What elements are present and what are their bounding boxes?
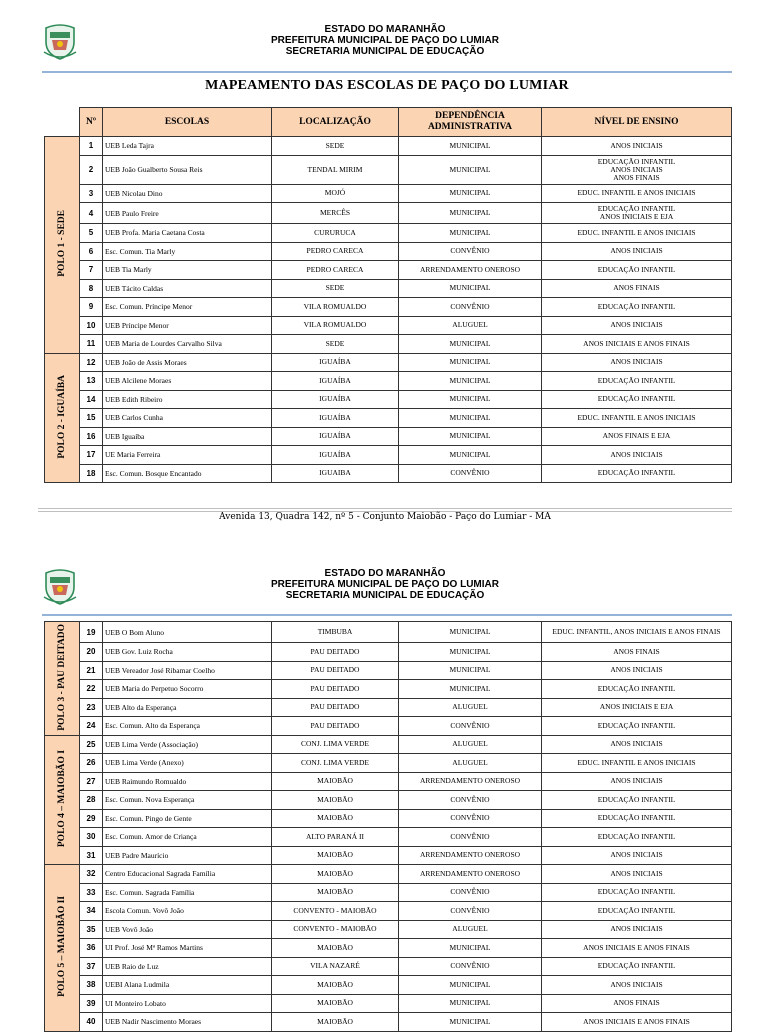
page-2 [0, 555, 768, 1027]
education-level: EDUC. INFANTIL, ANOS INICIAIS E ANOS FINAIS [542, 622, 732, 643]
administrative-dependency: MUNICIPAL [399, 427, 542, 446]
location: PAU DEITADO [272, 717, 399, 736]
col-localizacao: LOCALIZAÇÃO [272, 108, 399, 137]
education-level: ANOS INICIAIS E ANOS FINAIS [542, 939, 732, 958]
school-name: Esc. Comun. Bosque Encantado [103, 464, 272, 483]
administrative-dependency: ALUGUEL [399, 920, 542, 939]
administrative-dependency: CONVÊNIO [399, 242, 542, 261]
row-number: 10 [80, 316, 103, 335]
location: MAIOBÃO [272, 994, 399, 1013]
location: ALTO PARANÁ II [272, 828, 399, 847]
school-name: UEB Gov. Luiz Rocha [103, 643, 272, 662]
row-number: 27 [80, 772, 103, 791]
table-row [45, 335, 732, 354]
school-name: UEB Profa. Maria Caetana Costa [103, 224, 272, 243]
row-number: 33 [80, 883, 103, 902]
administrative-dependency: ARRENDAMENTO ONEROSO [399, 772, 542, 791]
location: PAU DEITADO [272, 643, 399, 662]
education-level: ANOS INICIAIS [542, 976, 732, 995]
letterhead [150, 24, 620, 57]
education-level: EDUCAÇÃO INFANTIL [542, 809, 732, 828]
row-number: 40 [80, 1013, 103, 1032]
administrative-dependency: ALUGUEL [399, 316, 542, 335]
location: MAIOBÃO [272, 976, 399, 995]
header-rule [42, 71, 732, 73]
school-name: UEB Carlos Cunha [103, 409, 272, 428]
administrative-dependency: MUNICIPAL [399, 353, 542, 372]
col-nivel: NÍVEL DE ENSINO [542, 108, 732, 137]
location: CONVENTO - MAIOBÃO [272, 920, 399, 939]
education-level: EDUCAÇÃO INFANTIL [542, 902, 732, 921]
table-row [45, 184, 732, 203]
table-row [45, 261, 732, 280]
school-name: UEB Paulo Freire [103, 203, 272, 224]
table-row [45, 279, 732, 298]
col-escolas: ESCOLAS [103, 108, 272, 137]
row-number: 29 [80, 809, 103, 828]
row-number: 17 [80, 446, 103, 465]
table-row [45, 809, 732, 828]
school-name: Escola Comun. Vovô João [103, 902, 272, 921]
school-name: UEB Lima Verde (Associação) [103, 735, 272, 754]
school-name: UEB João Gualberto Sousa Reis [103, 155, 272, 184]
table-row [45, 464, 732, 483]
administrative-dependency: MUNICIPAL [399, 661, 542, 680]
location: IGUAÍBA [272, 446, 399, 465]
education-level: ANOS INICIAIS E ANOS FINAIS [542, 335, 732, 354]
school-name: UEB Maria de Lourdes Carvalho Silva [103, 335, 272, 354]
school-name: UI Prof. José Mª Ramos Martins [103, 939, 272, 958]
table-row [45, 298, 732, 317]
school-name: Esc. Comun. Alto da Esperança [103, 717, 272, 736]
letterhead-secretariat: SECRETARIA MUNICIPAL DE EDUCAÇÃO [285, 46, 485, 57]
education-level: ANOS INICIAIS [542, 316, 732, 335]
education-level: EDUCAÇÃO INFANTIL [542, 390, 732, 409]
table-row [45, 883, 732, 902]
location: IGUAÍBA [272, 372, 399, 391]
table-header-row [45, 108, 732, 137]
education-level: ANOS INICIAIS [542, 772, 732, 791]
location: MAIOBÃO [272, 846, 399, 865]
school-name: UEB Alto da Esperança [103, 698, 272, 717]
row-number: 14 [80, 390, 103, 409]
location: PAU DEITADO [272, 680, 399, 699]
row-number: 15 [80, 409, 103, 428]
table-row [45, 735, 732, 754]
school-name: UEB Nicolau Dino [103, 184, 272, 203]
row-number: 12 [80, 353, 103, 372]
school-name: UEB Lima Verde (Anexo) [103, 754, 272, 773]
administrative-dependency: MUNICIPAL [399, 994, 542, 1013]
page-footer-address: Avenida 13, Quadra 142, nº 5 - Conjunto Maiobão - Paço do Lumiar - MA [219, 512, 551, 522]
row-number: 39 [80, 994, 103, 1013]
school-name: UEBI Alana Ludmila [103, 976, 272, 995]
administrative-dependency: CONVÊNIO [399, 717, 542, 736]
table-row [45, 224, 732, 243]
education-level: ANOS FINAIS E EJA [542, 427, 732, 446]
table-row [45, 643, 732, 662]
administrative-dependency: MUNICIPAL [399, 137, 542, 156]
table-body-1 [45, 137, 732, 483]
location: SEDE [272, 137, 399, 156]
table-row [45, 902, 732, 921]
location: IGUAÍBA [272, 353, 399, 372]
administrative-dependency: MUNICIPAL [399, 224, 542, 243]
pole-label: POLO 2 - IGUAÍBA [56, 374, 67, 459]
location: VILA ROMUALDO [272, 316, 399, 335]
location: MERCÊS [272, 203, 399, 224]
education-level: ANOS FINAIS [542, 994, 732, 1013]
location: IGUAÍBA [272, 409, 399, 428]
col-num: Nº [80, 108, 103, 137]
letterhead [150, 568, 620, 601]
administrative-dependency: MUNICIPAL [399, 1013, 542, 1032]
location: PAU DEITADO [272, 698, 399, 717]
row-number: 37 [80, 957, 103, 976]
pole-label-cell [45, 622, 80, 736]
row-number: 3 [80, 184, 103, 203]
administrative-dependency: MUNICIPAL [399, 976, 542, 995]
administrative-dependency: MUNICIPAL [399, 203, 542, 224]
table-body-2 [45, 622, 732, 1032]
location: MAIOBÃO [272, 772, 399, 791]
location: CURURUCA [272, 224, 399, 243]
administrative-dependency: ARRENDAMENTO ONEROSO [399, 261, 542, 280]
row-number: 24 [80, 717, 103, 736]
col-dependencia: DEPENDÊNCIA ADMINISTRATIVA [399, 108, 542, 137]
administrative-dependency: ALUGUEL [399, 698, 542, 717]
education-level: EDUC. INFANTIL E ANOS INICIAIS [542, 184, 732, 203]
location: MAIOBÃO [272, 865, 399, 884]
education-level: ANOS INICIAIS [542, 242, 732, 261]
row-number: 18 [80, 464, 103, 483]
education-level: ANOS INICIAIS [542, 137, 732, 156]
administrative-dependency: MUNICIPAL [399, 409, 542, 428]
row-number: 1 [80, 137, 103, 156]
location: MAIOBÃO [272, 883, 399, 902]
pole-label-cell [45, 137, 80, 354]
administrative-dependency: ALUGUEL [399, 754, 542, 773]
location: IGUAÍBA [272, 390, 399, 409]
row-number: 32 [80, 865, 103, 884]
row-number: 22 [80, 680, 103, 699]
table-row [45, 939, 732, 958]
schools-table-2 [44, 621, 732, 1032]
location: MAIOBÃO [272, 939, 399, 958]
education-level: EDUCAÇÃO INFANTIL [542, 680, 732, 699]
administrative-dependency: CONVÊNIO [399, 298, 542, 317]
pole-label-cell [45, 865, 80, 1032]
school-name: UEB João de Assis Moraes [103, 353, 272, 372]
page-title: MAPEAMENTO DAS ESCOLAS DE PAÇO DO LUMIAR [205, 78, 569, 93]
school-name: Esc. Comun. Nova Esperança [103, 791, 272, 810]
row-number: 20 [80, 643, 103, 662]
administrative-dependency: MUNICIPAL [399, 939, 542, 958]
blank-corner [45, 108, 80, 137]
table-row [45, 353, 732, 372]
table-row [45, 137, 732, 156]
education-level: EDUC. INFANTIL E ANOS INICIAIS [542, 224, 732, 243]
location: MAIOBÃO [272, 791, 399, 810]
row-number: 7 [80, 261, 103, 280]
location: IGUAÍBA [272, 427, 399, 446]
administrative-dependency: MUNICIPAL [399, 446, 542, 465]
header-rule [42, 614, 732, 616]
education-level: EDUC. INFANTIL E ANOS INICIAIS [542, 754, 732, 773]
location: TENDAL MIRIM [272, 155, 399, 184]
administrative-dependency: CONVÊNIO [399, 791, 542, 810]
education-level: EDUCAÇÃO INFANTIL [542, 791, 732, 810]
location: CONJ. LIMA VERDE [272, 754, 399, 773]
school-name: UEB O Bom Aluno [103, 622, 272, 643]
administrative-dependency: CONVÊNIO [399, 828, 542, 847]
pole-label: POLO 4 – MAIOBÃO I [56, 750, 67, 848]
table-row [45, 680, 732, 699]
school-name: UEB Edith Ribeiro [103, 390, 272, 409]
row-number: 38 [80, 976, 103, 995]
location: PEDRO CARECA [272, 261, 399, 280]
education-level: ANOS INICIAIS [542, 735, 732, 754]
administrative-dependency: MUNICIPAL [399, 335, 542, 354]
row-number: 36 [80, 939, 103, 958]
education-level: EDUCAÇÃO INFANTIL [542, 298, 732, 317]
administrative-dependency: MUNICIPAL [399, 372, 542, 391]
education-level: ANOS INICIAIS E EJA [542, 698, 732, 717]
school-name: Esc. Comun. Pingo de Gente [103, 809, 272, 828]
table-row [45, 754, 732, 773]
row-number: 35 [80, 920, 103, 939]
table-row [45, 661, 732, 680]
table-row [45, 717, 732, 736]
table-row [45, 865, 732, 884]
education-level: EDUCAÇÃO INFANTIL [542, 883, 732, 902]
school-name: UEB Maria do Perpetuo Socorro [103, 680, 272, 699]
education-level: ANOS INICIAIS [542, 846, 732, 865]
administrative-dependency: CONVÊNIO [399, 883, 542, 902]
education-level: EDUCAÇÃO INFANTIL ANOS INICIAIS E EJA [542, 203, 732, 224]
location: IGUAIBA [272, 464, 399, 483]
school-name: UEB Príncipe Menor [103, 316, 272, 335]
school-name: UEB Tia Marly [103, 261, 272, 280]
administrative-dependency: MUNICIPAL [399, 680, 542, 699]
row-number: 26 [80, 754, 103, 773]
location: PAU DEITADO [272, 661, 399, 680]
table-row [45, 446, 732, 465]
row-number: 25 [80, 735, 103, 754]
table-row [45, 920, 732, 939]
row-number: 4 [80, 203, 103, 224]
school-name: Centro Educacional Sagrada Família [103, 865, 272, 884]
crest-emblem [42, 567, 78, 605]
school-name: UEB Raio de Luz [103, 957, 272, 976]
administrative-dependency: MUNICIPAL [399, 184, 542, 203]
row-number: 13 [80, 372, 103, 391]
pole-label: POLO 3 - PAU DEITADO [56, 623, 67, 731]
pole-label-cell [45, 353, 80, 483]
school-name: Esc. Comun. Amor de Criança [103, 828, 272, 847]
row-number: 31 [80, 846, 103, 865]
row-number: 16 [80, 427, 103, 446]
school-name: UE Maria Ferreira [103, 446, 272, 465]
education-level: EDUCAÇÃO INFANTIL [542, 828, 732, 847]
school-name: Esc. Comun. Sagrada Família [103, 883, 272, 902]
education-level: ANOS FINAIS [542, 279, 732, 298]
letterhead-state: ESTADO DO MARANHÃO [324, 24, 446, 35]
table-row [45, 846, 732, 865]
footer-rule [38, 508, 732, 509]
school-name: UEB Raimundo Romualdo [103, 772, 272, 791]
location: CONVENTO - MAIOBÃO [272, 902, 399, 921]
location: VILA ROMUALDO [272, 298, 399, 317]
location: TIMBUBA [272, 622, 399, 643]
table-row [45, 791, 732, 810]
education-level: EDUC. INFANTIL E ANOS INICIAIS [542, 409, 732, 428]
row-number: 2 [80, 155, 103, 184]
table-row [45, 828, 732, 847]
education-level: EDUCAÇÃO INFANTIL ANOS INICIAIS ANOS FINAIS [542, 155, 732, 184]
location: SEDE [272, 335, 399, 354]
education-level: ANOS INICIAIS [542, 865, 732, 884]
school-name: UEB Vereador José Ribamar Coelho [103, 661, 272, 680]
school-name: UEB Iguaíba [103, 427, 272, 446]
location: VILA NAZARÉ [272, 957, 399, 976]
location: PEDRO CARECA [272, 242, 399, 261]
table-row [45, 1013, 732, 1032]
letterhead-prefecture: PREFEITURA MUNICIPAL DE PAÇO DO LUMIAR [271, 579, 499, 590]
table-row [45, 316, 732, 335]
row-number: 9 [80, 298, 103, 317]
school-name: UEB Nadir Nascimento Moraes [103, 1013, 272, 1032]
administrative-dependency: CONVÊNIO [399, 464, 542, 483]
school-name: UEB Alcilene Moraes [103, 372, 272, 391]
administrative-dependency: MUNICIPAL [399, 279, 542, 298]
letterhead-secretariat: SECRETARIA MUNICIPAL DE EDUCAÇÃO [285, 590, 485, 601]
table-row [45, 994, 732, 1013]
row-number: 28 [80, 791, 103, 810]
table-row [45, 976, 732, 995]
table-row [45, 372, 732, 391]
administrative-dependency: ALUGUEL [399, 735, 542, 754]
row-number: 34 [80, 902, 103, 921]
table-row [45, 698, 732, 717]
row-number: 30 [80, 828, 103, 847]
table-row [45, 772, 732, 791]
table-row [45, 242, 732, 261]
school-name: Esc. Comun. Príncipe Menor [103, 298, 272, 317]
education-level: ANOS INICIAIS [542, 353, 732, 372]
administrative-dependency: CONVÊNIO [399, 902, 542, 921]
school-name: UEB Padre Maurício [103, 846, 272, 865]
pole-label: POLO 5 – MAIOBÃO II [56, 896, 67, 998]
row-number: 5 [80, 224, 103, 243]
crest-emblem [42, 22, 78, 60]
row-number: 6 [80, 242, 103, 261]
administrative-dependency: CONVÊNIO [399, 809, 542, 828]
row-number: 8 [80, 279, 103, 298]
administrative-dependency: ARRENDAMENTO ONEROSO [399, 846, 542, 865]
school-name: Esc. Comun. Tia Marly [103, 242, 272, 261]
letterhead-state: ESTADO DO MARANHÃO [324, 568, 446, 579]
location: MAIOBÃO [272, 1013, 399, 1032]
location: MOJÓ [272, 184, 399, 203]
administrative-dependency: ARRENDAMENTO ONEROSO [399, 865, 542, 884]
administrative-dependency: MUNICIPAL [399, 643, 542, 662]
table-row [45, 427, 732, 446]
location: SEDE [272, 279, 399, 298]
school-name: UI Monteiro Lobato [103, 994, 272, 1013]
pole-label: POLO 1 - SEDE [56, 210, 67, 278]
location: MAIOBÃO [272, 809, 399, 828]
row-number: 11 [80, 335, 103, 354]
letterhead-prefecture: PREFEITURA MUNICIPAL DE PAÇO DO LUMIAR [271, 35, 499, 46]
pole-label-cell [45, 735, 80, 865]
table-row [45, 409, 732, 428]
education-level: ANOS INICIAIS [542, 661, 732, 680]
education-level: EDUCAÇÃO INFANTIL [542, 717, 732, 736]
education-level: ANOS INICIAIS [542, 920, 732, 939]
row-number: 19 [80, 622, 103, 643]
table-row [45, 622, 732, 643]
row-number: 23 [80, 698, 103, 717]
table-row [45, 957, 732, 976]
education-level: EDUCAÇÃO INFANTIL [542, 464, 732, 483]
education-level: ANOS INICIAIS E ANOS FINAIS [542, 1013, 732, 1032]
table-row [45, 390, 732, 409]
education-level: ANOS FINAIS [542, 643, 732, 662]
administrative-dependency: MUNICIPAL [399, 622, 542, 643]
row-number: 21 [80, 661, 103, 680]
administrative-dependency: MUNICIPAL [399, 390, 542, 409]
school-name: UEB Tácito Caldas [103, 279, 272, 298]
school-name: UEB Leda Tajra [103, 137, 272, 156]
administrative-dependency: MUNICIPAL [399, 155, 542, 184]
location: CONJ. LIMA VERDE [272, 735, 399, 754]
table-row [45, 203, 732, 224]
schools-table-1 [44, 107, 732, 483]
education-level: EDUCAÇÃO INFANTIL [542, 372, 732, 391]
education-level: ANOS INICIAIS [542, 446, 732, 465]
administrative-dependency: CONVÊNIO [399, 957, 542, 976]
table-row [45, 155, 732, 184]
education-level: EDUCAÇÃO INFANTIL [542, 261, 732, 280]
school-name: UEB Vovô João [103, 920, 272, 939]
education-level: EDUCAÇÃO INFANTIL [542, 957, 732, 976]
